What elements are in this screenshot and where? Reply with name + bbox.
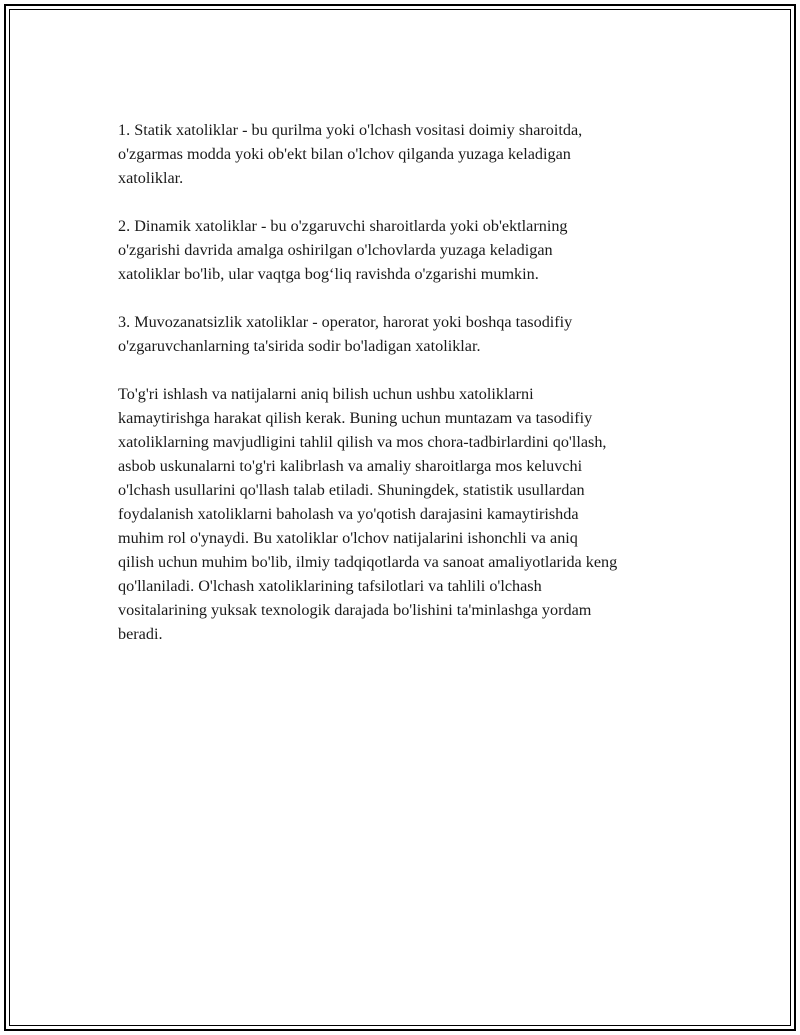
text-line: o'lchash usullarini qo'llash talab etiladi. Shuningdek, statistik usullardan — [118, 481, 585, 499]
document-body — [118, 118, 688, 670]
text-line: xatoliklar bo'lib, ular vaqtga bog‘liq ravishda o'zgarishi mumkin. — [118, 265, 539, 283]
text-line: beradi. — [118, 625, 163, 643]
text-line: qo'llaniladi. O'lchash xatoliklarining tafsilotlari va tahlili o'lchash — [118, 577, 542, 595]
text-line: o'zgaruvchanlarning ta'sirida sodir bo'ladigan xatoliklar. — [118, 337, 481, 355]
paragraph-imbalance-errors — [118, 310, 688, 358]
text-line: xatoliklar. — [118, 169, 184, 187]
text-line: asbob uskunalarni to'g'ri kalibrlash va amaliy sharoitlarga mos keluvchi — [118, 457, 583, 475]
text-line: 1. Statik xatoliklar - bu qurilma yoki o'lchash vositasi doimiy sharoitda, — [118, 121, 583, 139]
paragraph-conclusion — [118, 382, 688, 646]
text-line: kamaytirishga harakat qilish kerak. Buning uchun muntazam va tasodifiy — [118, 409, 593, 427]
text-line: qilish uchun muhim bo'lib, ilmiy tadqiqotlarda va sanoat amaliyotlarida keng — [118, 553, 618, 571]
text-line: To'g'ri ishlash va natijalarni aniq bilish uchun ushbu xatoliklarni — [118, 385, 534, 403]
paragraph-dynamic-errors — [118, 214, 688, 286]
text-line: foydalanish xatoliklarni baholash va yo'qotish darajasini kamaytirishda — [118, 505, 579, 523]
text-line: 3. Muvozanatsizlik xatoliklar - operator, harorat yoki boshqa tasodifiy — [118, 313, 573, 331]
text-line: xatoliklarning mavjudligini tahlil qilish va mos chora-tadbirlardini qo'llash, — [118, 433, 607, 451]
text-line: muhim rol o'ynaydi. Bu xatoliklar o'lchov natijalarini ishonchli va aniq — [118, 529, 578, 547]
text-line: o'zgarishi davrida amalga oshirilgan o'lchovlarda yuzaga keladigan — [118, 241, 553, 259]
paragraph-static-errors — [118, 118, 688, 190]
text-line: o'zgarmas modda yoki ob'ekt bilan o'lchov qilganda yuzaga keladigan — [118, 145, 571, 163]
text-line: vositalarining yuksak texnologik darajada bo'lishini ta'minlashga yordam — [118, 601, 592, 619]
text-line: 2. Dinamik xatoliklar - bu o'zgaruvchi sharoitlarda yoki ob'ektlarning — [118, 217, 568, 235]
